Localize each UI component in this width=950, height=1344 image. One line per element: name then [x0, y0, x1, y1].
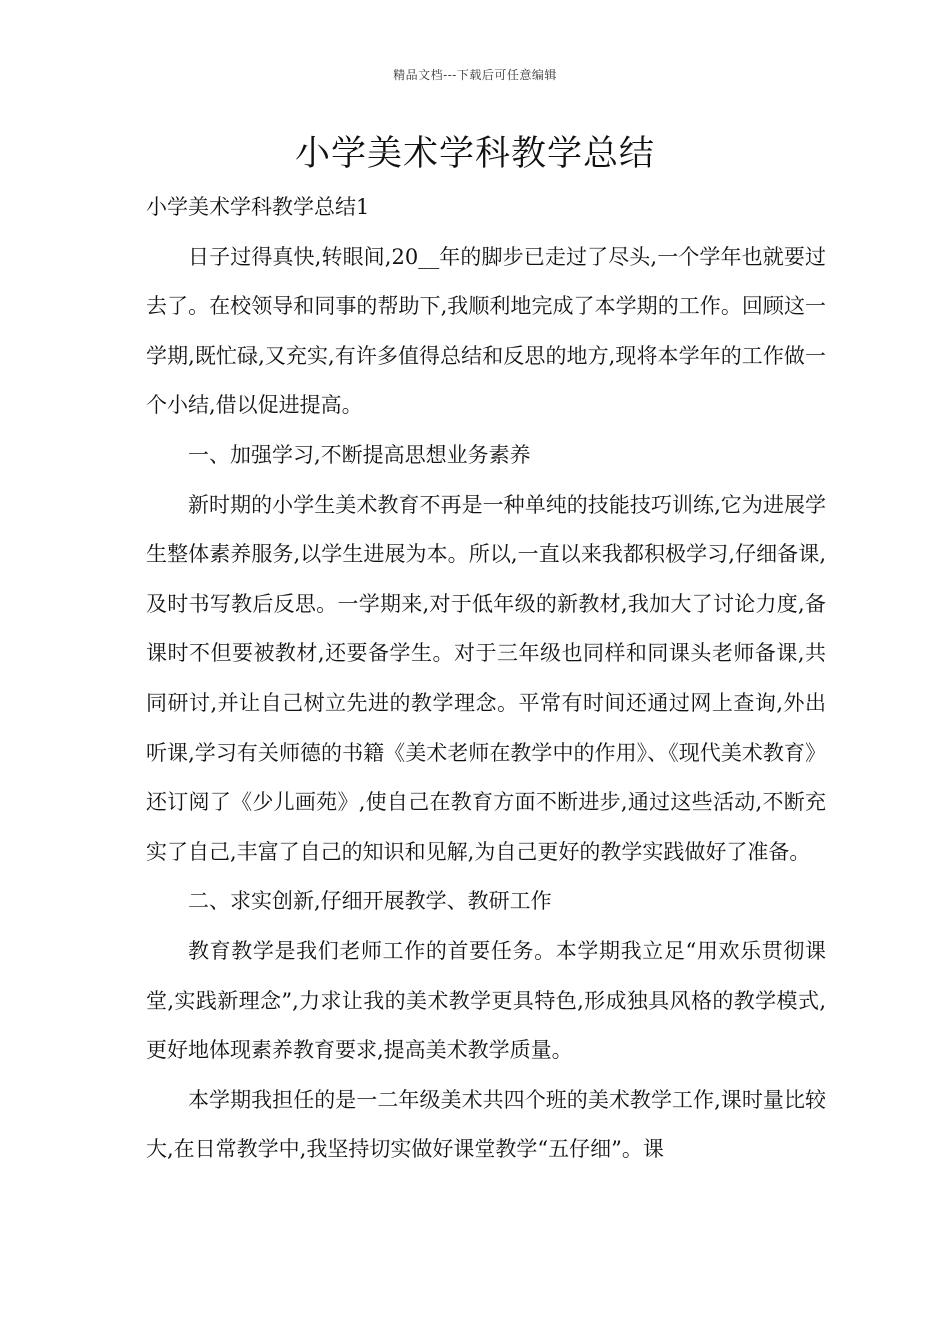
section-heading-1: 一、加强学习,不断提高思想业务素养	[188, 442, 531, 467]
subtitle: 小学美术学科教学总结1	[146, 195, 370, 219]
header-note: 精品文档---下载后可任意编辑	[393, 68, 557, 82]
paragraph-section-2a: 教育教学是我们老师工作的首要任务。本学期我立足“用欢乐贯彻课堂,实践新理念”,力求让我的美术教学更具特色,形成独具风格的教学模式,更好地体现素养教育要求,提高美术教学质量。	[146, 938, 826, 1063]
section-heading-2: 二、求实创新,仔细开展教学、教研工作	[188, 889, 552, 914]
document-title: 小学美术学科教学总结	[294, 134, 655, 174]
paragraph-section-1: 新时期的小学生美术教育不再是一种单纯的技能技巧训练,它为进展学生整体素养服务,以学生进展为本。所以,一直以来我都积极学习,仔细备课,及时书写教后反思。一学期来,对于低年级的新教材,我加大了讨论力度,备课时不但要被教材,还要备学生。对于三年级也同样和同课头老师备课,共同研讨,并让自己树立先进的教学理念。平常有时间还通过网上查询,外出听课,学习有关师德的书籍《美术老师在教学中的作用》、《现代美术教育》还订阅了《少儿画苑》,使自己在教育方面不断进步,通过这些活动,不断充实了自己,丰富了自己的知识和见解,为自己更好的教学实践做好了准备。	[146, 492, 826, 864]
document-body	[146, 183, 826, 1175]
paragraph-section-2b: 本学期我担任的是一二年级美术共四个班的美术教学工作,课时量比较大,在日常教学中,我坚持切实做好课堂教学“五仔细”。课	[146, 1087, 826, 1162]
paragraph-intro: 日子过得真快,转眼间,20__年的脚步已走过了尽头,一个学年也就要过去了。在校领导和同事的帮助下,我顺利地完成了本学期的工作。回顾这一学期,既忙碌,又充实,有许多值得总结和反思的地方,现将本学年的工作做一个小结,借以促进提高。	[146, 244, 826, 418]
